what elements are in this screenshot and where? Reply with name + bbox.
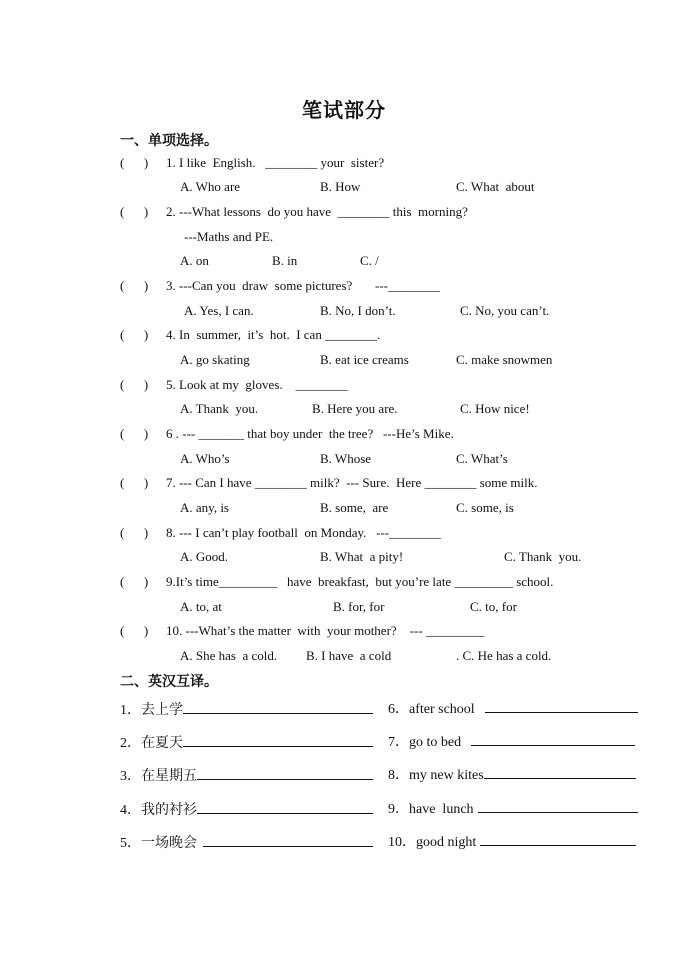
item-chinese: 在夏天 xyxy=(141,735,183,751)
section-2-heading: 二、英汉互译。 xyxy=(120,674,218,690)
answer-paren-8[interactable]: ( ) xyxy=(120,525,149,540)
item-english: have lunch xyxy=(409,802,474,817)
answer-paren-5[interactable]: ( ) xyxy=(120,377,149,392)
q7-option-a: A. any, is xyxy=(180,500,229,515)
answer-paren-7[interactable]: ( ) xyxy=(120,475,149,490)
q5-option-a: A. Thank you. xyxy=(180,401,259,416)
q9-option-a: A. to, at xyxy=(180,599,222,614)
translation-item-4 xyxy=(120,801,373,820)
item-number: 10． xyxy=(388,835,416,850)
translation-item-6 xyxy=(388,701,638,719)
item-english: good night xyxy=(416,835,477,850)
question-10-text: 10. ---What’s the matter with your mother? --- _________ xyxy=(166,623,485,638)
answer-blank[interactable] xyxy=(484,767,636,779)
item-number: 8． xyxy=(388,768,409,783)
q3-option-a: A. Yes, I can. xyxy=(184,303,254,318)
page-title: 笔试部分 xyxy=(302,98,386,122)
q8-option-b: B. What a pity! xyxy=(320,549,404,564)
answer-paren-3[interactable]: ( ) xyxy=(120,278,149,293)
item-chinese: 去上学 xyxy=(141,702,183,718)
item-number: 5． xyxy=(120,836,141,851)
item-number: 3． xyxy=(120,769,141,784)
answer-blank[interactable] xyxy=(203,835,373,847)
item-number: 4． xyxy=(120,803,141,818)
q10-option-b: B. I have a cold xyxy=(306,648,392,663)
answer-blank[interactable] xyxy=(478,801,638,813)
answer-blank[interactable] xyxy=(485,701,638,713)
q1-option-c: C. What about xyxy=(456,179,535,194)
q6-option-c: C. What’s xyxy=(456,451,508,466)
translation-item-3 xyxy=(120,767,373,786)
translation-item-1 xyxy=(120,701,373,720)
q6-option-b: B. Whose xyxy=(320,451,372,466)
q2-option-a: A. on xyxy=(180,253,209,268)
q7-option-b: B. some, are xyxy=(320,500,389,515)
q2-option-b: B. in xyxy=(272,253,298,268)
q3-option-b: B. No, I don’t. xyxy=(320,303,396,318)
translation-item-2 xyxy=(120,734,373,753)
answer-blank[interactable] xyxy=(471,734,635,746)
answer-blank[interactable] xyxy=(183,702,373,714)
translation-item-7 xyxy=(388,734,635,752)
q2-option-c: C. / xyxy=(360,253,379,268)
q8-option-c: C. Thank you. xyxy=(504,549,582,564)
translation-item-8 xyxy=(388,767,636,785)
section-1-heading: 一、单项选择。 xyxy=(120,133,218,149)
item-english: my new kites xyxy=(409,768,484,783)
question-6-text: 6 . --- _______ that boy under the tree? ---He’s Mike. xyxy=(166,426,454,441)
question-5-text: 5. Look at my gloves. ________ xyxy=(166,377,348,392)
question-9-text: 9.It’s time_________ have breakfast, but you’re late _________ school. xyxy=(166,574,554,589)
q1-option-b: B. How xyxy=(320,179,361,194)
q7-option-c: C. some, is xyxy=(456,500,514,515)
answer-blank[interactable] xyxy=(480,834,636,846)
answer-paren-2[interactable]: ( ) xyxy=(120,204,149,219)
question-8-text: 8. --- I can’t play football on Monday. ---________ xyxy=(166,525,442,540)
item-number: 6． xyxy=(388,702,409,717)
question-2-text: 2. ---What lessons do you have ________ this morning? xyxy=(166,204,468,219)
q9-option-c: C. to, for xyxy=(470,599,517,614)
answer-paren-10[interactable]: ( ) xyxy=(120,623,149,638)
q5-option-c: C. How nice! xyxy=(460,401,530,416)
q5-option-b: B. Here you are. xyxy=(312,401,398,416)
item-number: 9． xyxy=(388,802,409,817)
answer-paren-6[interactable]: ( ) xyxy=(120,426,149,441)
translation-item-10 xyxy=(388,834,636,852)
q9-option-b: B. for, for xyxy=(333,599,385,614)
answer-paren-4[interactable]: ( ) xyxy=(120,327,149,342)
answer-blank[interactable] xyxy=(183,735,373,747)
item-chinese: 在星期五 xyxy=(141,768,197,784)
q1-option-a: A. Who are xyxy=(180,179,241,194)
answer-blank[interactable] xyxy=(197,768,373,780)
q6-option-a: A. Who’s xyxy=(180,451,230,466)
question-1-text: 1. I like English. ________ your sister? xyxy=(166,155,385,170)
question-2-answer-line: ---Maths and PE. xyxy=(184,229,274,244)
answer-blank[interactable] xyxy=(197,802,373,814)
q8-option-a: A. Good. xyxy=(180,549,229,564)
q4-option-c: C. make snowmen xyxy=(456,352,553,367)
item-number: 7． xyxy=(388,735,409,750)
question-3-text: 3. ---Can you draw some pictures? ---________ xyxy=(166,278,441,293)
answer-paren-9[interactable]: ( ) xyxy=(120,574,149,589)
q4-option-b: B. eat ice creams xyxy=(320,352,409,367)
q10-option-a: A. She has a cold. xyxy=(180,648,278,663)
item-english: go to bed xyxy=(409,735,462,750)
translation-item-5 xyxy=(120,834,373,853)
item-number: 2． xyxy=(120,736,141,751)
item-number: 1． xyxy=(120,703,141,718)
question-4-text: 4. In summer, it’s hot. I can ________. xyxy=(166,327,381,342)
q4-option-a: A. go skating xyxy=(180,352,250,367)
q10-option-c: . C. He has a cold. xyxy=(456,648,552,663)
question-7-text: 7. --- Can I have ________ milk? --- Sure. Here ________ some milk. xyxy=(166,475,538,490)
item-chinese: 我的衬衫 xyxy=(141,802,197,818)
answer-paren-1[interactable]: ( ) xyxy=(120,155,149,170)
translation-item-9 xyxy=(388,801,638,819)
q3-option-c: C. No, you can’t. xyxy=(460,303,550,318)
item-english: after school xyxy=(409,702,475,717)
item-chinese: 一场晚会 xyxy=(141,835,197,851)
